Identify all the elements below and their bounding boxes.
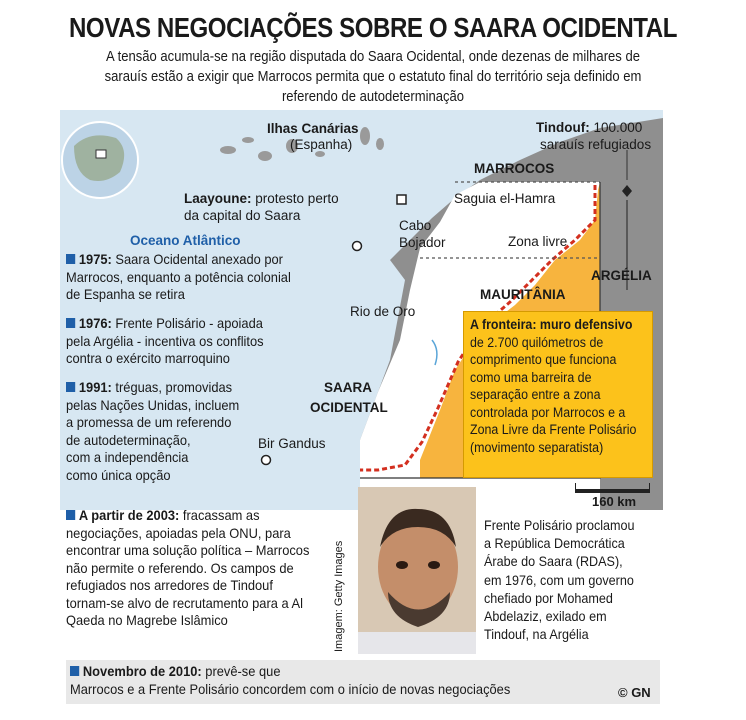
timeline-text: não permite o referendo. Os campos de bbox=[66, 559, 294, 576]
timeline-1976-line1 bbox=[66, 315, 342, 333]
timeline-text: de Espanha se retira bbox=[66, 286, 185, 302]
laayoune-text2: da capital do Saara bbox=[184, 208, 301, 223]
fronteira-box bbox=[463, 311, 653, 478]
timeline-1991 bbox=[66, 379, 305, 484]
caption-text: em 1976, com um governo bbox=[484, 571, 634, 588]
timeline-text: negociações, apoiadas pela ONU, para bbox=[66, 524, 291, 541]
timeline-text: pelas Nações Unidas, incluem bbox=[66, 396, 240, 413]
fronteira-text: A fronteira: muro defensivo bbox=[470, 317, 633, 332]
saguia-label: Saguia el-Hamra bbox=[454, 191, 556, 206]
fronteira-text: Zona Livre da Frente Polisário bbox=[470, 422, 637, 437]
bojador-label: Bojador bbox=[399, 235, 446, 250]
fronteira-text: separação entre a zona bbox=[470, 387, 601, 402]
laayoune-marker bbox=[397, 195, 406, 204]
zona-livre-label: Zona livre bbox=[508, 234, 568, 249]
copyright-label: © GN bbox=[618, 685, 651, 700]
caption-text: Tindouf, na Argélia bbox=[484, 626, 589, 643]
timeline-text: Marrocos, enquanto a potência colonial bbox=[66, 268, 291, 285]
year-1975: 1975: bbox=[78, 251, 112, 267]
timeline-text: com a independência bbox=[66, 449, 189, 465]
fronteira-text: como uma barreira de bbox=[470, 369, 592, 385]
laayoune-text: protesto perto bbox=[255, 191, 339, 206]
portrait-illustration bbox=[358, 487, 476, 654]
timeline-text: refugiados nos arredores de Tindouf bbox=[66, 577, 273, 593]
timeline-text: a promessa de um referendo bbox=[66, 414, 232, 430]
photo-credit: Imagem: Getty Images bbox=[333, 540, 345, 652]
bullet-square-icon bbox=[70, 666, 79, 676]
bir-gandus-label: Bir Gandus bbox=[258, 436, 326, 451]
scale-label: 160 km bbox=[592, 494, 637, 509]
ocean-label: Oceano Atlântico bbox=[130, 233, 241, 248]
year-2010: Novembro de 2010: bbox=[82, 663, 202, 679]
timeline-text: encontrar uma solução política – Marrocos bbox=[66, 542, 310, 558]
caption-text: Abdelaziz, exilado em bbox=[484, 608, 607, 625]
timeline-1976 bbox=[66, 315, 342, 368]
infographic-title: NOVAS NEGOCIAÇÕES SOBRE O SAARA OCIDENTAL bbox=[68, 12, 678, 43]
bottom-note bbox=[66, 660, 660, 704]
bullet-square-icon bbox=[66, 510, 75, 520]
timeline-text: como única opção bbox=[66, 466, 171, 483]
caption-text: Árabe do Saara (RDAS), bbox=[484, 553, 623, 570]
tindouf-name: Tindouf: bbox=[536, 120, 590, 135]
bullet-square-icon bbox=[66, 254, 75, 264]
tindouf-refugees-label: sarauís refugiados bbox=[540, 137, 652, 152]
fronteira-text: controlada por Marrocos e a bbox=[470, 404, 626, 420]
tindouf-label bbox=[536, 119, 642, 136]
timeline-text: pela Argélia - incentiva os conflitos bbox=[66, 332, 264, 349]
canarias-sub-label: (Espanha) bbox=[290, 137, 353, 152]
timeline-text: de autodeterminação, bbox=[66, 431, 191, 448]
cabo-label: Cabo bbox=[399, 218, 432, 233]
bullet-square-icon bbox=[66, 382, 75, 392]
timeline-text: contra o exército marroquino bbox=[66, 350, 230, 366]
bottom-line1 bbox=[70, 663, 640, 681]
fronteira-text: comprimento que funciona bbox=[470, 352, 617, 367]
caption-text: chefiado por Mohamed bbox=[484, 589, 613, 606]
year-2003: A partir de 2003: bbox=[78, 507, 180, 523]
year-1976: 1976: bbox=[78, 315, 112, 331]
timeline-text: fracassam as bbox=[182, 507, 260, 523]
laayoune-label bbox=[184, 190, 339, 207]
timeline-text: Qaeda no Magrebe Islâmico bbox=[66, 612, 228, 628]
scale-bar bbox=[575, 483, 650, 493]
caption-text: Frente Polisário proclamou bbox=[484, 517, 635, 533]
timeline-text: Frente Polisário - apoiada bbox=[115, 315, 263, 331]
timeline-2003-line1 bbox=[66, 507, 342, 525]
portrait-photo bbox=[358, 487, 476, 654]
canarias-label: Ilhas Canárias bbox=[267, 121, 359, 136]
fronteira-text: de 2.700 quilómetros de bbox=[470, 334, 604, 350]
timeline-text: tornam-se alvo de recrutamento para a Al bbox=[66, 594, 303, 611]
fronteira-text: (movimento separatista) bbox=[470, 439, 604, 455]
bottom-text: Marrocos e a Frente Polisário concordem com o início de novas negociações bbox=[70, 680, 511, 697]
intro-text: A tensão acumula-se na região disputada do Saara Ocidental, onde dezenas de milhares de sarauís estão a exigir que Marrocos permita que o estatuto final do território seja definido em referendo de autodeterminação bbox=[104, 49, 642, 105]
timeline-text: Saara Ocidental anexado por bbox=[115, 251, 283, 267]
bullet-square-icon bbox=[66, 318, 75, 328]
timeline-2003 bbox=[66, 507, 342, 630]
timeline-1991-line1 bbox=[66, 379, 305, 397]
mauritania-label: MAURITÂNIA bbox=[480, 287, 566, 302]
argelia-label: ARGÉLIA bbox=[591, 268, 652, 283]
photo-caption bbox=[484, 516, 646, 643]
timeline-1975-line1 bbox=[66, 251, 342, 269]
laayoune-name: Laayoune: bbox=[184, 191, 252, 206]
saara-label: SAARA bbox=[324, 380, 373, 395]
bottom-note-text bbox=[70, 663, 640, 698]
ocidental-label: OCIDENTAL bbox=[310, 400, 388, 415]
timeline-1975 bbox=[66, 251, 342, 304]
year-1991: 1991: bbox=[78, 379, 112, 395]
timeline-text: tréguas, promovidas bbox=[115, 379, 233, 395]
bottom-text: prevê-se que bbox=[205, 663, 281, 679]
globe-highlight bbox=[96, 150, 106, 158]
caption-text: a República Democrática bbox=[484, 535, 625, 552]
rio-de-oro-label: Rio de Oro bbox=[350, 304, 416, 319]
cabo-bojador-marker bbox=[353, 242, 362, 251]
marrocos-label: MARROCOS bbox=[474, 161, 555, 176]
tindouf-count: 100.000 bbox=[593, 120, 643, 135]
